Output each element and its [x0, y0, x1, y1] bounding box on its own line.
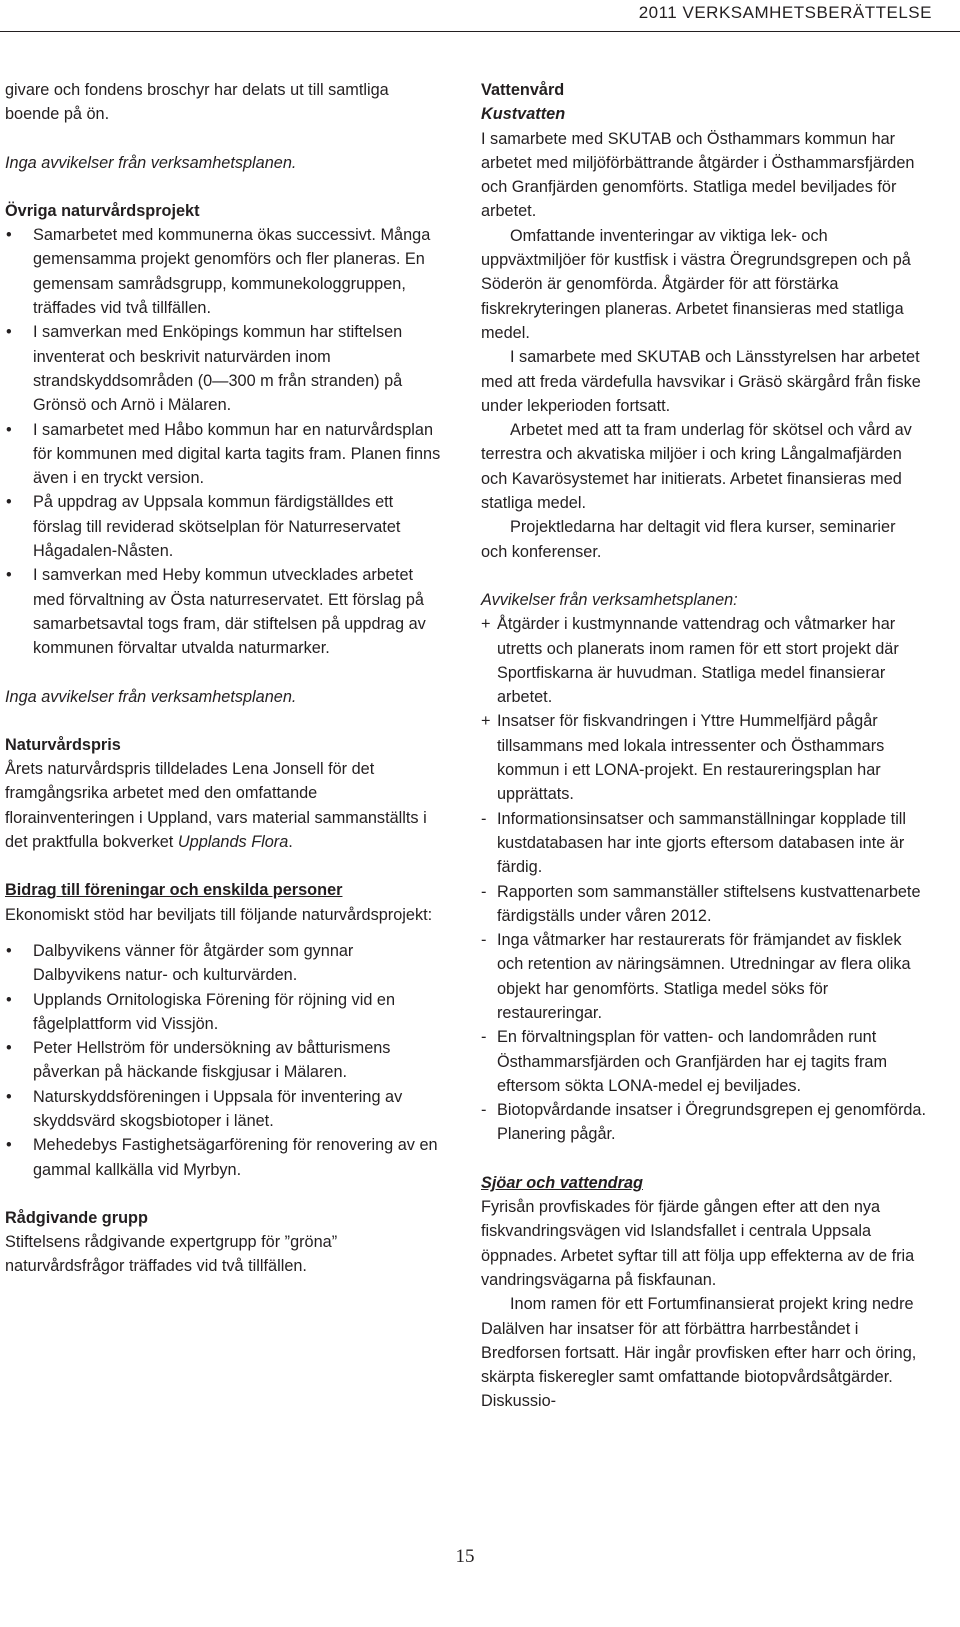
- left-column: [5, 78, 445, 1279]
- list-item: [481, 807, 926, 880]
- list-item: [481, 612, 926, 709]
- advisory-heading: Rådgivande grupp: [5, 1208, 148, 1227]
- list-item: • Dalbyvikens vänner för åtgärder som gynnar Dalbyvikens natur- och kulturvärden.: [5, 939, 445, 988]
- list-item-text: Informationsinsatser och sammanställningar kopplade till kustdatabasen har inte gjorts eftersom databasen inte är färdig.: [497, 809, 907, 877]
- prize-text: Årets naturvårdspris tilldelades Lena Jonsell för det framgångsrika arbetet med den omfattande florainventeringen i Uppland, vars material sammanställts i det praktfulla bokverket: [5, 760, 427, 852]
- list-marker: +: [481, 615, 491, 634]
- prize-end: .: [288, 833, 293, 852]
- header-rule: [0, 31, 960, 32]
- page-header: [0, 0, 960, 32]
- list-item-text: Inga våtmarker har restaurerats för främjandet av fisklek och retention av näringsämnen. Utredningar av flera olika objekt har genomförts. Statliga medel söks för restaureringar.: [497, 931, 911, 1022]
- water-heading: Vattenvård: [481, 81, 565, 99]
- list-item: • Samarbetet med kommunerna ökas successivt. Många gemensamma projekt genomförs och fler planeras. En gemensam samrådsgrupp, kommunekologgruppen, träffades vid två tillfällen.: [5, 223, 445, 320]
- list-marker: -: [481, 1028, 487, 1047]
- list-item-text: Åtgärder i kustmynnande vattendrag och våtmarker har utretts och planerats inom ramen för ett stort projekt där Sportfiskarna är huvudman. Statliga medel finansierar arbetet.: [497, 615, 899, 707]
- list-item: [481, 709, 926, 806]
- list-marker: -: [481, 931, 487, 950]
- coast-paragraph: I samarbete med SKUTAB och Östhammars kommun har arbetet med miljöförbättrande åtgärder i Östhammarsfjärden och Granfjärden genomförts. Statliga medel beviljades för arbetet.: [481, 129, 915, 221]
- right-column: [481, 78, 926, 1414]
- list-item: • Mehedebys Fastighetsägarförening för renovering av en gammal kallkälla vid Myrbyn.: [5, 1133, 445, 1182]
- coast-paragraph: Projektledarna har deltagit vid flera kurser, seminarier och konferenser.: [481, 518, 896, 561]
- page-number: 15: [455, 1546, 475, 1567]
- prize-book-title: Upplands Flora: [177, 833, 289, 852]
- deviation-note-1: Inga avvikelser från verksamhetsplanen.: [5, 153, 297, 172]
- coast-paragraph: Omfattande inventeringar av viktiga lek- och uppväxtmiljöer för kustfisk i västra Öregrundsgrepen och på Söderön är genomförda. Åtgärder för att förstärka fiskrekryteringen planeras. Arbetet finansieras med statliga medel.: [481, 226, 911, 342]
- list-item-text: Biotopvårdande insatser i Öregrundsgrepen ej genomförda. Planering pågår.: [497, 1101, 927, 1144]
- list-item: • I samverkan med Heby kommun utvecklades arbetet med förvaltning av Östa naturreservatet. Ett förslag på samarbetsavtal togs fram, där stiftelsen på uppdrag av kommunen förvaltar utvalda naturmarker.: [5, 563, 445, 660]
- prize-heading: Naturvårdspris: [5, 735, 121, 754]
- list-item: [481, 928, 926, 1025]
- lakes-paragraph: Fyrisån provfiskades för fjärde gången efter att den nya fiskvandringsvägen vid Islandsfallet i centrala Uppsala öppnades. Arbetet syftar till att följa upp effekterna av de fria vandringsvägarna på fiskfaunan.: [481, 1198, 915, 1289]
- list-item-text: Rapporten som sammanställer stiftelsens kustvattenarbete färdigställs under våren 2012.: [497, 882, 921, 925]
- list-marker: -: [481, 882, 487, 901]
- list-item: [481, 1025, 926, 1098]
- advisory-text: Stiftelsens rådgivande expertgrupp för ”gröna” naturvårdsfrågor träffades vid två tillfällen.: [5, 1233, 338, 1276]
- list-item-text: Insatser för fiskvandringen i Yttre Hummelfjärd pågår tillsammans med lokala intressenter och Östhammars kommun i ett LONA-projekt. En restaureringsplan har upprättats.: [497, 712, 885, 804]
- list-item: [481, 880, 926, 929]
- grants-heading: Bidrag till föreningar och enskilda personer: [5, 881, 343, 900]
- grants-intro: Ekonomiskt stöd har beviljats till följande naturvårdsprojekt:: [5, 905, 433, 924]
- list-item-text: En förvaltningsplan för vatten- och landområden runt Östhammarsfjärden och Granfjärden har ej tagits fram eftersom sökta LONA-medel ej beviljades.: [497, 1028, 888, 1095]
- other-projects-list: [5, 223, 445, 660]
- grants-list: [5, 939, 445, 1182]
- deviations-list: [481, 612, 926, 1147]
- list-marker: -: [481, 809, 487, 828]
- deviation-note-2: Inga avvikelser från verksamhetsplanen.: [5, 687, 297, 706]
- list-marker: +: [481, 712, 491, 731]
- coast-paragraph: I samarbete med SKUTAB och Länsstyrelsen har arbetet med att freda värdefulla havsvikar i Gräsö skärgård från fiske under lekperioden fortsatt.: [481, 348, 921, 415]
- list-item: [481, 1098, 926, 1147]
- list-item: • I samverkan med Enköpings kommun har stiftelsen inventerat och beskrivit naturvärden inom strandskyddsområden (0—300 m från stranden) på Grönsö och Arnö i Mälaren.: [5, 320, 445, 417]
- list-item: • I samarbetet med Håbo kommun har en naturvårdsplan för kommunen med digital karta tagits fram. Planen finns även i en tryckt version.: [5, 418, 445, 491]
- list-item: • På uppdrag av Uppsala kommun färdigställdes ett förslag till reviderad skötselplan för Naturreservatet Hågadalen-Nåsten.: [5, 490, 445, 563]
- list-marker: -: [481, 1101, 487, 1120]
- coast-paragraph: Arbetet med att ta fram underlag för skötsel och vård av terrestra och akvatiska miljöer i och kring Långalmafjärden och Kavarösystemet har initierats. Arbetet finansieras med statliga medel.: [481, 421, 912, 513]
- other-projects-heading: Övriga naturvårdsprojekt: [5, 201, 200, 220]
- list-item: • Upplands Ornitologiska Förening för röjning vid en fågelplattform vid Vissjön.: [5, 988, 445, 1037]
- coast-heading: Kustvatten: [481, 105, 566, 124]
- list-item: • Peter Hellström för undersökning av båtturismens påverkan på häckande fiskgjusar i Mälaren.: [5, 1036, 445, 1085]
- intro-text: givare och fondens broschyr har delats ut till samtliga boende på ön.: [5, 81, 389, 124]
- lakes-heading: Sjöar och vattendrag: [481, 1173, 643, 1192]
- lakes-paragraph: Inom ramen för ett Fortumfinansierat projekt kring nedre Dalälven har insatser för att förbättra harrbeståndet i Bredforsen fortsatt. Här ingår provfisken efter harr och öring, skärpta fiskeregler samt omfattande biotopvårdsåtgärder. Diskussio-: [481, 1295, 917, 1411]
- deviations-heading: Avvikelser från verksamhetsplanen:: [481, 590, 738, 609]
- running-title: 2011 VERKSAMHETSBERÄTTELSE: [638, 3, 932, 22]
- list-item: • Naturskyddsföreningen i Uppsala för inventering av skyddsvärd skogsbiotoper i länet.: [5, 1085, 445, 1134]
- prize-paragraph: [5, 757, 445, 854]
